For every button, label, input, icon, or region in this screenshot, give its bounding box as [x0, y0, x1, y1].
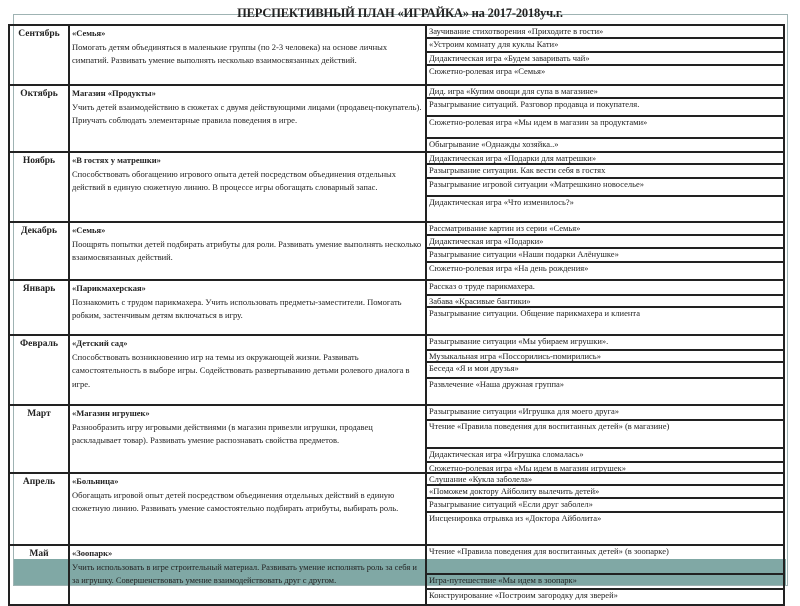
activities-cell	[427, 406, 785, 472]
month-cell: Октябрь	[10, 86, 70, 151]
page-title: ПЕРСПЕКТИВНЫЙ ПЛАН «ИГРАЙКА» на 2017-2018уч.г.	[237, 6, 563, 20]
table-row	[8, 474, 785, 546]
table-row	[8, 281, 785, 336]
activity-item: Сюжетно-ролевая игра «Семья»	[429, 65, 546, 76]
description-cell	[70, 26, 427, 84]
description-cell	[70, 86, 427, 151]
topic-title: «Магазин игрушек»	[72, 408, 150, 418]
activity-item: Музыкальная игра «Поссорились-помирились»	[427, 351, 783, 363]
description-cell	[70, 336, 427, 404]
activity-item: Разыгрывание ситуаций. Разговор продавца и покупателя.	[427, 99, 783, 117]
activity-item: Чтение «Правила поведения для воспитанных детей» (в магазине)	[427, 421, 783, 449]
topic-text: Способствовать возникновению игр на темы из окружающей жизни. Развивать самостоятельность в выборе игры. Содействовать развертыванию детьми ролевого диалога в игре.	[72, 351, 410, 389]
topic-text: Учить детей взаимодействию в сюжетах с двумя действующими лицами (продавец-покупатель). Приучать соблюдать элементарные правила поведения в игре.	[72, 101, 422, 125]
month-cell: Январь	[10, 281, 70, 334]
activities-cell	[427, 86, 785, 151]
activity-item: Забава «Красивые бантики»	[427, 296, 783, 308]
activities-cell	[427, 546, 785, 604]
activity-item: Инсценировка отрывка из «Доктора Айболита»	[429, 513, 602, 523]
topic-text: Обогащать игровой опыт детей посредством объединения отдельных действий в единую сюжетную линию. Развивать умение самостоятельно подбирать атрибуты, выбирать роль.	[72, 489, 399, 513]
table-row	[8, 223, 785, 281]
topic-text: Способствовать обогащению игрового опыта детей посредством объединения отдельных действий в единую сюжетную линию. В процессе игры обогащать словарный запас.	[72, 168, 397, 192]
description-cell	[70, 406, 427, 472]
activity-item: Дидактическая игра «Что изменилось?»	[429, 197, 574, 207]
topic-title: «Парикмахерская»	[72, 283, 146, 293]
table-row	[8, 406, 785, 474]
activity-item: Сюжетно-ролевая игра «Мы идем в магазин игрушек»	[429, 463, 626, 472]
activity-item: Чтение «Правила поведения для воспитанных детей» (в зоопарке)	[427, 546, 783, 575]
month-cell: Март	[10, 406, 70, 472]
activity-item: Беседа «Я и мои друзья»	[427, 363, 783, 379]
plan-table	[8, 24, 785, 606]
activities-cell	[427, 336, 785, 404]
activity-item: Сюжетно-ролевая игра «На день рождения»	[429, 263, 589, 273]
table-row	[8, 546, 785, 606]
activity-item: Дидактическая игра «Подарки для матрешки»	[427, 153, 783, 165]
activity-item: Конструирование «Построим загородку для зверей»	[429, 589, 618, 600]
topic-title: «В гостях у матрешки»	[72, 155, 161, 165]
activity-item: Дидактическая игра «Будем заваривать чай»	[427, 53, 783, 66]
topic-text: Помогать детям объединяться в маленькие группы (по 2-3 человека) на основе личных симпатий. Развивать умение выполнять несколько взаимосвязанных действий.	[72, 41, 388, 65]
topic-title: «Семья»	[72, 225, 106, 235]
topic-title: «Семья»	[72, 28, 106, 38]
topic-title: Магазин «Продукты»	[72, 88, 156, 98]
activities-cell	[427, 474, 785, 544]
activity-item: Разыгрывание ситуации «Наши подарки Алёнушке»	[427, 249, 783, 263]
activity-item: Дидактическая игра «Игрушка сломалась»	[427, 449, 783, 463]
description-cell	[70, 223, 427, 279]
activity-item: Игра-путешествие «Мы идем в зоопарк»	[427, 575, 783, 590]
topic-title: «Больница»	[72, 476, 119, 486]
month-cell: Май	[10, 546, 70, 604]
month-cell: Ноябрь	[10, 153, 70, 221]
activity-item: Рассматривание картин из серии «Семья»	[427, 223, 783, 236]
activity-item: Разыгрывание ситуации «Мы убираем игрушки».	[427, 336, 783, 351]
topic-text: Учить использовать в игре строительный материал. Развивать умение исполнять роль за себя и за игрушку. Совершенствовать умение взаимодействовать друг с другом.	[72, 561, 417, 585]
activity-item: «Поможем доктору Айболиту вылечить детей»	[427, 486, 783, 499]
month-cell: Декабрь	[10, 223, 70, 279]
activity-item: Развлечение «Наша дружная группа»	[429, 379, 565, 389]
activity-item: Разыгрывание ситуаций «Если друг заболел»	[427, 499, 783, 513]
activities-cell	[427, 26, 785, 84]
activity-item: Рассказ о труде парикмахера.	[427, 281, 783, 296]
activity-item: Обыгрывание «Однажды хозяйка..»	[429, 139, 559, 149]
activity-item: «Устроим комнату для куклы Кати»	[427, 39, 783, 54]
table-row	[8, 336, 785, 406]
activities-cell	[427, 153, 785, 221]
description-cell	[70, 474, 427, 544]
activity-item: Разыгрывание ситуации. Общение парикмахера и клиента	[429, 308, 641, 318]
table-row	[8, 153, 785, 223]
activity-item: Дид. игра «Купим овощи для супа в магазине»	[427, 86, 783, 99]
activities-cell	[427, 223, 785, 279]
topic-text: Разнообразить игру игровыми действиями (в магазин привезли игрушки, продавец раскладывает товар). Развивать умение распознавать свойства предметов.	[72, 421, 373, 445]
month-cell: Апрель	[10, 474, 70, 544]
topic-text: Поощрять попытки детей подбирать атрибуты для роли. Развивать умение выполнять несколько взаимосвязанных действий.	[72, 238, 422, 262]
activity-item: Разыгрывание ситуации. Как вести себя в гостях	[427, 165, 783, 179]
activity-item: Дидактическая игра «Подарки»	[427, 236, 783, 249]
activity-item: Разыгрывание игровой ситуации «Матрешкино новоселье»	[427, 179, 783, 197]
activity-item: Разыгрывание ситуации «Игрушка для моего друга»	[427, 406, 783, 421]
activity-item: Заучивание стихотворения «Приходите в гости»	[427, 26, 783, 39]
activity-item: Сюжетно-ролевая игра «Мы идем в магазин за продуктами»	[427, 117, 783, 139]
activity-item: Слушание «Кукла заболела»	[427, 474, 783, 486]
topic-title: «Зоопарк»	[72, 548, 113, 558]
table-row	[8, 86, 785, 153]
table-row	[8, 26, 785, 86]
activities-cell	[427, 281, 785, 334]
topic-text: Познакомить с трудом парикмахера. Учить использовать предметы-заместители. Помогать робким, застенчивым детям включаться в игру.	[72, 296, 402, 320]
description-cell	[70, 281, 427, 334]
description-cell	[70, 153, 427, 221]
month-cell: Сентябрь	[10, 26, 70, 84]
description-cell	[70, 546, 427, 604]
topic-title: «Детский сад»	[72, 338, 128, 348]
month-cell: Февраль	[10, 336, 70, 404]
